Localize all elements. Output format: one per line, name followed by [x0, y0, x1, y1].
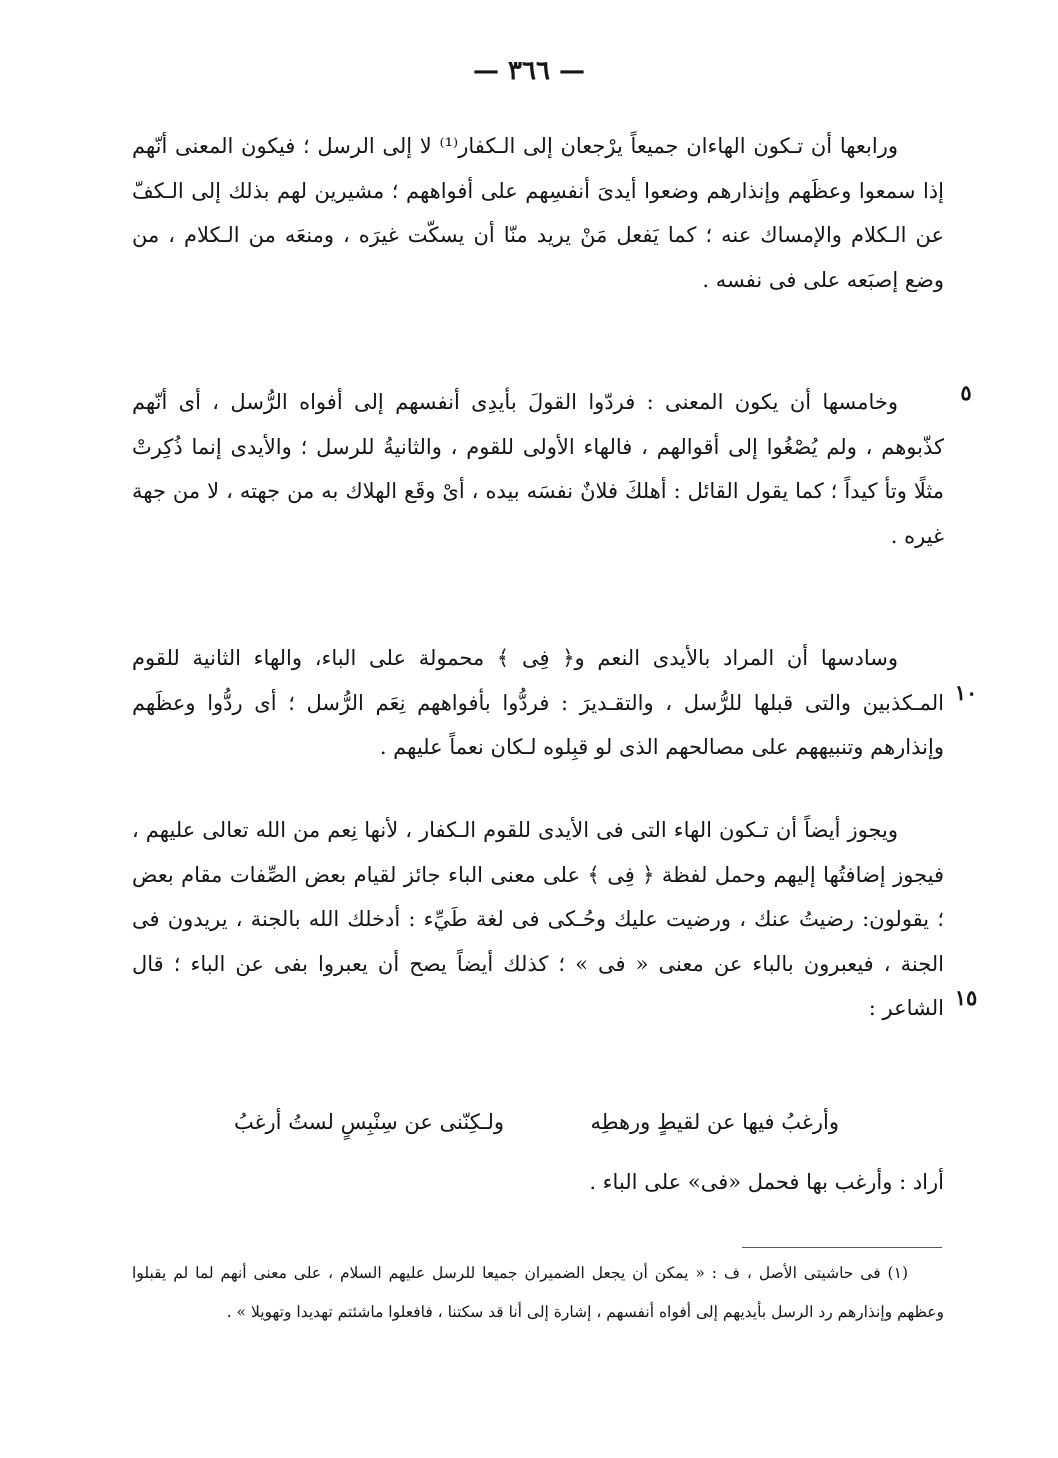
paragraph-possessive-ha	[132, 808, 944, 1031]
verse-first-hemistich: وأرغبُ فيها عن لقيطٍ ورهطِه	[590, 1110, 839, 1134]
paragraph-text: ويجوز أيضاً أن تـكون الهاء التى فى الأيدى للقوم الـكفار ، لأنها نِعم من الله تعالى عليهم ، فيجوز إضافتُها إليهم وحمل لفظة ﴿ فِى ﴾ على معنى الباء جائز لقيام بعض الصِّفات مقام بعض ؛ يقولون: رضيتُ عنك ، ورضيت عليك وحُـكى فى لغة طَيِّء : أدخلك الله بالجنة ، يريدون فى الجنة ، فيعبرون بالباء عن معنى « فى » ؛ كذلك أيضاً يصح أن يعبروا بفى عن الباء ؛ قال الشاعر :	[132, 818, 944, 1020]
closing-line-text: أراد : وأرغب بها فحمل «فى» على الباء .	[589, 1170, 944, 1194]
closing-line	[132, 1160, 944, 1205]
paragraph-sixth-meaning	[132, 636, 944, 770]
line-number-5: ٥	[960, 380, 972, 405]
footnote-divider	[742, 1247, 942, 1248]
paragraph-text: وخامسها أن يكون المعنى : فردّوا القولَ بأيدِى أنفسهم إلى أفواه الرُّسل ، أى أنّهم كذّبوهم ، ولم يُصْغُوا إلى أقوالهم ، فالهاء الأولى للقوم ، والثانيةُ للرسل ؛ والأيدى إنما ذُكِرتْ مثلًا وتأ كيداً ؛ كما يقول القائل : أهلكَ فلانٌ نفسَه بيده ، أىْ وقَع الهلاك به من جهته ، لا من جهة غيره .	[132, 390, 944, 548]
paragraph-text: وسادسها أن المراد بالأيدى النعم و﴿ فِى ﴾ محمولة على الباء، والهاء الثانية للقوم المـكذبين والتى قبلها للرُّسل ، والتقـديرَ : فردُّوا بأفواههم نِعَم الرُّسل ؛ أى ردُّوا وعظَهم وإنذارهم وتنبيههم على مصالحهم الذى لو قبِلوه لـكان نعماً عليهم .	[132, 646, 944, 759]
paragraph-fifth-meaning	[132, 380, 944, 558]
line-number-15: ١٥	[954, 985, 978, 1010]
line-number-10: ١٠	[954, 680, 978, 705]
paragraph-fourth-meaning	[132, 124, 944, 302]
page-number: — ٣٦٦ —	[472, 56, 586, 86]
footnote: (١) فى حاشيتى الأصل ، ف : « يمكن أن يجعل الضميران جميعا للرسل عليهم السلام ، على معنى أنهم لما لم يقبلوا وعظهم وإنذارهم رد الرسل بأيديهم إلى أفواه أنفسهم ، إشارة إلى أنا قد سكتنا ، فافعلوا ماشئتم تهديدا وتهويلا » .	[132, 1264, 944, 1321]
verse-second-hemistich: ولـكِنّنى عن سِنْبِسٍ لستُ أرغبُ	[233, 1110, 504, 1134]
paragraph-text: ورابعها أن تـكون الهاءان جميعاً يرْجعان إلى الـكفار⁽¹⁾ لا إلى الرسل ؛ فيكون المعنى أنّهم إذا سمعوا وعظَهم وإنذارهم وضعوا أيدىَ أنفسِهم على أفواههم ؛ مشيرين لهم بذلك إلى الـكفّ عن الـكلام والإمساك عنه ؛ كما يَفعل مَنْ يريد منّا أن يسكّت غيرَه ، ومنعَه من الـكلام ، من وضع إصبَعه على فى نفسه .	[132, 134, 944, 292]
